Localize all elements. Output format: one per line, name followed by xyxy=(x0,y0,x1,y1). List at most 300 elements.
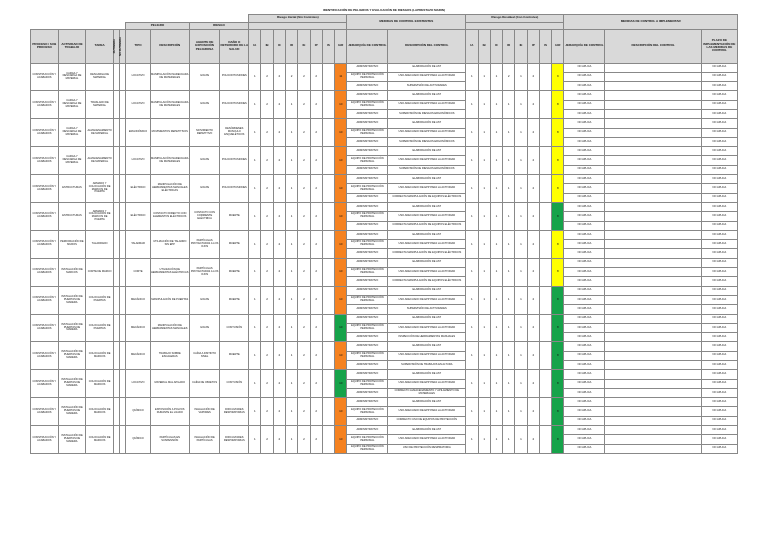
res-col-ie: IE xyxy=(515,29,527,63)
plazo-cell: NO APLICA xyxy=(701,444,737,453)
eval-col-ie: IE xyxy=(298,29,310,63)
residual-value-cell: 1 xyxy=(478,398,490,426)
plazo-cell: NO APLICA xyxy=(701,258,737,267)
residual-value-cell: 2 xyxy=(527,370,539,398)
implement-desc-cell xyxy=(605,184,701,193)
eval-value-cell: 1 xyxy=(286,398,298,426)
jerarquia-cell: EQUIPO DE PROTECCIÓN PERSONAL xyxy=(347,407,388,416)
residual-value-cell: 2 xyxy=(527,91,539,119)
residual-value-cell: 2 xyxy=(527,286,539,314)
residual-value-cell: 2 xyxy=(527,202,539,230)
jerarquia-cell: ADMINISTRATIVO xyxy=(347,165,388,174)
plazo-cell: NO APLICA xyxy=(701,286,737,295)
residual-value-cell: 1 xyxy=(478,91,490,119)
danio-cell: DIFICULTADES RESPIRATORIAS xyxy=(220,426,249,454)
eval-col-ip: IP xyxy=(310,29,322,63)
residual-value-cell: 1 xyxy=(515,398,527,426)
implement-jerarquia-cell: NO APLICA xyxy=(564,119,605,128)
rutinaria-header: RUTINARIA xyxy=(112,38,116,54)
eval-value-cell: 2 xyxy=(261,286,273,314)
residual-is-cell xyxy=(539,342,551,370)
residual-value-cell: 1 xyxy=(478,202,490,230)
residual-value-cell: 1 xyxy=(478,258,490,286)
implement-jerarquia-cell: NO APLICA xyxy=(564,63,605,72)
implement-desc-cell xyxy=(605,221,701,230)
descripcion-cell: MANIPULACIÓN INADECUADA DE MATERIALES xyxy=(150,147,189,175)
residual-value-cell: 1 xyxy=(503,258,515,286)
danio-cell: MUERTE xyxy=(220,202,249,230)
control-desc-cell: SUPERVISIÓN DE RIESGOS ERGONÓMICOS xyxy=(388,137,466,146)
table-row xyxy=(31,258,738,267)
iar-level-cell: 10 xyxy=(335,398,347,426)
residual-level-cell: 9 xyxy=(552,63,564,91)
implement-jerarquia-cell: NO APLICA xyxy=(564,268,605,277)
control-desc-cell: ELABORACIÓN DE AST xyxy=(388,91,466,100)
plazo-cell: NO APLICA xyxy=(701,221,737,230)
eval-is-cell xyxy=(322,63,334,91)
jerarquia-cell: ADMINISTRATIVO xyxy=(347,249,388,258)
danio-cell: POLICONTUSIONES xyxy=(220,147,249,175)
residual-value-cell: 2 xyxy=(527,119,539,147)
eval-value-cell: 1 xyxy=(249,370,261,398)
tarea-cell: COLOCACIÓN DE MARCOS xyxy=(86,342,114,370)
control-desc-cell: ELABORACIÓN DE AST xyxy=(388,258,466,267)
control-desc-cell: ELABORACIÓN DE AST xyxy=(388,119,466,128)
residual-value-cell: 2 xyxy=(527,314,539,342)
iar-level-cell: 10 xyxy=(335,258,347,286)
control-desc-cell: SUPERVISIÓN DE RIESGOS ERGONÓMICOS xyxy=(388,109,466,118)
implement-desc-cell xyxy=(605,258,701,267)
residual-value-cell: 1 xyxy=(466,426,478,454)
actividad-cell: CARGA Y DESCARGA DE MATERIAL xyxy=(58,63,86,91)
descripcion-cell: MANIPULACIÓN DE HERRAMIENTAS MANUALES xyxy=(150,314,189,342)
tipo-cell: LOCATIVO xyxy=(126,63,151,91)
actividad-cell: CARGA Y DESCARGA DE MATERIAL xyxy=(58,147,86,175)
plazo-cell: NO APLICA xyxy=(701,240,737,249)
eval-value-cell: 2 xyxy=(261,119,273,147)
tipo-cell: MECÁNICO xyxy=(126,286,151,314)
control-desc-cell: USO ADECUADO DE EPP PARA LA ACTIVIDAD xyxy=(388,323,466,332)
plazo-cell: NO APLICA xyxy=(701,91,737,100)
plazo-cell: NO APLICA xyxy=(701,202,737,211)
implement-jerarquia-cell: NO APLICA xyxy=(564,137,605,146)
eval-col-ic: IC xyxy=(273,29,285,63)
jerarquia-cell: EQUIPO DE PROTECCIÓN PERSONAL xyxy=(347,444,388,453)
eval-value-cell: 2 xyxy=(261,202,273,230)
proceso-cell: CONSTRUCCIÓN Y ACABADOS xyxy=(31,202,59,230)
actividad-cell: PERFORACIÓN DE MUROS xyxy=(58,230,86,258)
plazo-cell: NO APLICA xyxy=(701,333,737,342)
implement-desc-cell xyxy=(605,351,701,360)
descripcion-cell: CONTACTO DIRECTO CON ELEMENTOS ELÉCTRICOS xyxy=(150,202,189,230)
implement-jerarquia-cell: NO APLICA xyxy=(564,258,605,267)
eval-value-cell: 2 xyxy=(261,147,273,175)
residual-is-cell xyxy=(539,286,551,314)
residual-level-cell: 8 xyxy=(552,202,564,230)
plazo-cell: NO APLICA xyxy=(701,426,737,435)
residual-value-cell: 1 xyxy=(466,63,478,91)
residual-value-cell: 1 xyxy=(466,314,478,342)
eval-is-cell xyxy=(322,342,334,370)
eval-is-cell xyxy=(322,370,334,398)
riesgo-header: RIESGO xyxy=(189,22,248,29)
tarea-cell: CORTE DE MARCO xyxy=(86,258,114,286)
plazo-cell: NO APLICA xyxy=(701,137,737,146)
residual-eval-group: Riesgo Residual (Con Controles) xyxy=(466,14,564,22)
implement-desc-cell xyxy=(605,212,701,221)
eval-value-cell: 2 xyxy=(273,202,285,230)
plazo-cell: NO APLICA xyxy=(701,277,737,286)
residual-value-cell: 1 xyxy=(466,370,478,398)
implement-jerarquia-cell: NO APLICA xyxy=(564,156,605,165)
residual-value-cell: 1 xyxy=(490,119,502,147)
implement-desc-cell xyxy=(605,202,701,211)
control-desc-cell: CORRECTA MANIPULACIÓN DE EQUIPOS ELÉCTRICOS xyxy=(388,193,466,202)
residual-value-cell: 1 xyxy=(466,175,478,203)
actividad-cell: INSTALACIÓN DE PUERTAS DE MADERA xyxy=(58,342,86,370)
residual-value-cell: 1 xyxy=(490,342,502,370)
implement-jerarquia-cell: NO APLICA xyxy=(564,72,605,81)
residual-is-cell xyxy=(539,91,551,119)
plazo-cell: NO APLICA xyxy=(701,72,737,81)
eval-is-cell xyxy=(322,175,334,203)
eval-value-cell: 2 xyxy=(261,398,273,426)
control-desc-cell: USO DE PROTECCIÓN RESPIRATORIA xyxy=(388,444,466,453)
plazo-cell: NO APLICA xyxy=(701,128,737,137)
eval-value-cell: 1 xyxy=(249,258,261,286)
implement-jerarquia-cell: NO APLICA xyxy=(564,147,605,156)
residual-level-cell: 8 xyxy=(552,426,564,454)
residual-is-cell xyxy=(539,202,551,230)
eval-value-cell: 2 xyxy=(261,370,273,398)
descripcion-cell: MANIPULACIÓN INADECUADA DE MATERIALES xyxy=(150,91,189,119)
iar-level-cell: 10 xyxy=(335,426,347,454)
eval-value-cell: 1 xyxy=(249,202,261,230)
implement-desc-cell xyxy=(605,175,701,184)
jerarquia-cell: ADMINISTRATIVO xyxy=(347,63,388,72)
implement-desc-cell xyxy=(605,388,701,397)
iar-level-cell: 10 xyxy=(335,147,347,175)
eval-value-cell: 1 xyxy=(286,426,298,454)
actividad-cell: ESTRUCTURAS xyxy=(58,202,86,230)
eval-value-cell: 2 xyxy=(298,119,310,147)
actividad-header: ACTIVIDAD DE TRABAJO xyxy=(58,29,86,63)
plazo-cell: NO APLICA xyxy=(701,323,737,332)
iar-level-cell: 10 xyxy=(335,230,347,258)
residual-is-cell xyxy=(539,175,551,203)
jerarquia-cell: EQUIPO DE PROTECCIÓN PERSONAL xyxy=(347,212,388,221)
residual-level-cell: 8 xyxy=(552,175,564,203)
tipo-cell: TALADRAR xyxy=(126,230,151,258)
control-desc-cell: USO ADECUADO DE EPP PARA LA ACTIVIDAD xyxy=(388,156,466,165)
implement-jerarquia-cell: NO APLICA xyxy=(564,165,605,174)
residual-value-cell: 1 xyxy=(503,230,515,258)
proceso-cell: CONSTRUCCIÓN Y ACABADOS xyxy=(31,370,59,398)
eval-is-cell xyxy=(322,91,334,119)
eval-value-cell: 1 xyxy=(249,91,261,119)
actividad-cell: ESTRUCTURAS xyxy=(58,175,86,203)
residual-value-cell: 1 xyxy=(503,147,515,175)
implement-desc-cell xyxy=(605,91,701,100)
residual-value-cell: 2 xyxy=(503,63,515,91)
jerarquia-cell: ADMINISTRATIVO xyxy=(347,370,388,379)
implement-jerarquia-cell: NO APLICA xyxy=(564,277,605,286)
residual-value-cell: 1 xyxy=(515,342,527,370)
jerarquia-cell: ADMINISTRATIVO xyxy=(347,342,388,351)
iar-level-cell: 10 xyxy=(335,370,347,398)
proceso-cell: CONSTRUCCIÓN Y ACABADOS xyxy=(31,258,59,286)
residual-value-cell: 1 xyxy=(503,370,515,398)
plazo-cell: NO APLICA xyxy=(701,165,737,174)
eval-value-cell: 2 xyxy=(273,63,285,91)
residual-level-cell: 8 xyxy=(552,258,564,286)
eval-value-cell: 1 xyxy=(249,286,261,314)
eval-value-cell: 2 xyxy=(310,91,322,119)
residual-value-cell: 1 xyxy=(490,91,502,119)
eval-value-cell: 2 xyxy=(261,314,273,342)
eval-value-cell: 2 xyxy=(273,258,285,286)
control-desc-cell: SUPERVISIÓN DE RIESGOS ERGONÓMICOS xyxy=(388,165,466,174)
eval-value-cell: 2 xyxy=(273,370,285,398)
descripcion-cell: UTILIZACIÓN DE TALADRO SIN EPP xyxy=(150,230,189,258)
residual-value-cell: 1 xyxy=(490,258,502,286)
proceso-cell: CONSTRUCCIÓN Y ACABADOS xyxy=(31,342,59,370)
residual-value-cell: 1 xyxy=(490,370,502,398)
tarea-cell: DESCARGA DE MATERIAL xyxy=(86,63,114,91)
jerarquia-cell: EQUIPO DE PROTECCIÓN PERSONAL xyxy=(347,435,388,444)
plazo-cell: NO APLICA xyxy=(701,398,737,407)
plazo-cell: NO APLICA xyxy=(701,370,737,379)
control-desc-cell: CORRECTA MANIPULACIÓN DE EQUIPOS ELÉCTRICOS xyxy=(388,277,466,286)
residual-level-cell: 8 xyxy=(552,91,564,119)
agente-cell: GOLPE xyxy=(189,175,220,203)
residual-value-cell: 1 xyxy=(466,202,478,230)
plazo-cell: NO APLICA xyxy=(701,361,737,370)
actividad-cell: CARGA Y DESCARGA DE MATERIAL xyxy=(58,119,86,147)
eval-value-cell: 2 xyxy=(298,286,310,314)
residual-value-cell: 1 xyxy=(515,314,527,342)
residual-value-cell: 1 xyxy=(515,258,527,286)
eval-value-cell: 1 xyxy=(249,119,261,147)
residual-is-cell xyxy=(539,63,551,91)
residual-value-cell: 2 xyxy=(527,63,539,91)
implement-desc-cell xyxy=(605,193,701,202)
no-rutinaria-header: NO RUTINARIA xyxy=(119,36,123,56)
table-row xyxy=(31,230,738,239)
eval-value-cell: 2 xyxy=(310,230,322,258)
residual-value-cell: 2 xyxy=(527,147,539,175)
control-desc-cell: USO ADECUADO DE EPP PARA LA ACTIVIDAD xyxy=(388,268,466,277)
jerarquia-cell: ADMINISTRATIVO xyxy=(347,314,388,323)
implement-jerarquia-cell: NO APLICA xyxy=(564,416,605,425)
residual-value-cell: 1 xyxy=(478,63,490,91)
eval-value-cell: 1 xyxy=(286,230,298,258)
jerarquia-cell: ADMINISTRATIVO xyxy=(347,91,388,100)
implement-desc-cell xyxy=(605,100,701,109)
agente-cell: PARTÍCULAS PROYECTADAS A LOS OJOS xyxy=(189,230,220,258)
table-row xyxy=(31,342,738,351)
eval-is-cell xyxy=(322,398,334,426)
implement-jerarquia-cell: NO APLICA xyxy=(564,128,605,137)
eval-col-ib: IB xyxy=(261,29,273,63)
eval-value-cell: 2 xyxy=(310,342,322,370)
proceso-cell: CONSTRUCCIÓN Y ACABADOS xyxy=(31,426,59,454)
danio-cell: POLICONTUSIONES xyxy=(220,175,249,203)
descripcion-cell: MANIPULACIÓN INADECUADA DE MATERIALES xyxy=(150,63,189,91)
control-desc-cell: SUPERVISIÓN DE ACTIVIDADES xyxy=(388,82,466,91)
residual-value-cell: 1 xyxy=(466,258,478,286)
residual-level-cell: 8 xyxy=(552,314,564,342)
descripcion-cell: PARTÍCULAS EN SUSPENSIÓN xyxy=(150,426,189,454)
control-desc-cell: ELABORACIÓN DE AST xyxy=(388,398,466,407)
plazo-cell: NO APLICA xyxy=(701,351,737,360)
tarea-cell: COLOCACIÓN DE MARCOS xyxy=(86,426,114,454)
proceso-cell: CONSTRUCCIÓN Y ACABADOS xyxy=(31,175,59,203)
implement-jerarquia-cell: NO APLICA xyxy=(564,398,605,407)
proceso-cell: CONSTRUCCIÓN Y ACABADOS xyxy=(31,91,59,119)
residual-value-cell: 1 xyxy=(503,314,515,342)
jerarquia-cell: EQUIPO DE PROTECCIÓN PERSONAL xyxy=(347,184,388,193)
agente-cell: CONTACTO CON CORRIENTE ELÉCTRICA xyxy=(189,202,220,230)
agente-cell: CAÍDA A DISTINTO NIVEL xyxy=(189,342,220,370)
iar-level-cell: 10 xyxy=(335,314,347,342)
agente-cell: CAÍDA DE OBJETOS xyxy=(189,370,220,398)
eval-value-cell: 2 xyxy=(310,202,322,230)
plazo-cell: NO APLICA xyxy=(701,156,737,165)
jerarquia-cell: ADMINISTRATIVO xyxy=(347,175,388,184)
implement-jerarquia-cell: NO APLICA xyxy=(564,361,605,370)
plazo-cell: NO APLICA xyxy=(701,193,737,202)
control-desc-cell: ELABORACIÓN DE AST xyxy=(388,202,466,211)
residual-value-cell: 1 xyxy=(503,119,515,147)
implement-desc-cell xyxy=(605,128,701,137)
jerarquia-cell: ADMINISTRATIVO xyxy=(347,286,388,295)
risk-matrix-table xyxy=(30,8,738,454)
eval-value-cell: 2 xyxy=(261,63,273,91)
implement-desc-cell xyxy=(605,286,701,295)
eval-col-id: ID xyxy=(286,29,298,63)
control-desc-cell: CORRECTA MANIPULACIÓN DE EQUIPOS ELÉCTRICOS xyxy=(388,249,466,258)
residual-level-cell: 8 xyxy=(552,147,564,175)
jerarquia-cell: ADMINISTRATIVO xyxy=(347,333,388,342)
iar-level-cell: 10 xyxy=(335,91,347,119)
implement-desc-cell xyxy=(605,361,701,370)
tipo-cell: ELÉCTRICO xyxy=(126,175,151,203)
tipo-cell: ERGONÓMICO xyxy=(126,119,151,147)
residual-value-cell: 1 xyxy=(490,286,502,314)
implement-desc-cell xyxy=(605,63,701,72)
jerarquia-cell: EQUIPO DE PROTECCIÓN PERSONAL xyxy=(347,379,388,388)
residual-value-cell: 1 xyxy=(515,426,527,454)
danio-cell: MUERTE xyxy=(220,230,249,258)
implement-desc-cell xyxy=(605,444,701,453)
eval-value-cell: 2 xyxy=(310,258,322,286)
implement-jerarquia-cell: NO APLICA xyxy=(564,184,605,193)
residual-value-cell: 2 xyxy=(527,175,539,203)
control-desc-cell: USO ADECUADO DE EPP PARA LA ACTIVIDAD xyxy=(388,128,466,137)
residual-value-cell: 1 xyxy=(490,202,502,230)
danio-cell: MUERTE xyxy=(220,342,249,370)
eval-value-cell: 2 xyxy=(261,342,273,370)
control-desc-cell: INSPECCIÓN DE HERRAMIENTAS MANUALES xyxy=(388,333,466,342)
residual-value-cell: 1 xyxy=(466,119,478,147)
eval-value-cell: 2 xyxy=(298,63,310,91)
risk-matrix-sheet xyxy=(30,8,738,532)
eval-col-iar: IAR xyxy=(335,29,347,63)
plazo-cell: NO APLICA xyxy=(701,119,737,128)
residual-value-cell: 1 xyxy=(490,230,502,258)
actividad-cell: INSTALACIÓN DE PUERTAS DE MADERA xyxy=(58,314,86,342)
control-desc-cell: SUPERVISIÓN DE ACTIVIDADES xyxy=(388,305,466,314)
table-row xyxy=(31,63,738,72)
implement-desc-cell xyxy=(605,323,701,332)
jerarquia-cell: ADMINISTRATIVO xyxy=(347,277,388,286)
plazo-cell: NO APLICA xyxy=(701,295,737,304)
implement-jerarquia-cell: NO APLICA xyxy=(564,407,605,416)
implement-desc-cell xyxy=(605,240,701,249)
residual-value-cell: 1 xyxy=(478,370,490,398)
residual-is-cell xyxy=(539,370,551,398)
plazo-cell: NO APLICA xyxy=(701,212,737,221)
tarea-cell: ARMADO Y COLOCACIÓN DE MARCOS DE PUERTA xyxy=(86,202,114,230)
implement-desc-cell xyxy=(605,295,701,304)
eval-value-cell: 1 xyxy=(249,63,261,91)
table-row xyxy=(31,286,738,295)
danio-header: DAÑO O DETERIORO DE LA SALUD xyxy=(220,29,249,63)
tarea-cell: ARMADO Y COLOCACIÓN DE MARCOS DE PUERTA xyxy=(86,175,114,203)
control-desc-cell: ELABORACIÓN DE AST xyxy=(388,147,466,156)
residual-value-cell: 1 xyxy=(478,426,490,454)
jerarquia-cell: EQUIPO DE PROTECCIÓN PERSONAL xyxy=(347,240,388,249)
jerarquia-cell: EQUIPO DE PROTECCIÓN PERSONAL xyxy=(347,268,388,277)
agente-cell: GOLPE xyxy=(189,314,220,342)
res-col-id: ID xyxy=(503,29,515,63)
residual-value-cell: 1 xyxy=(478,314,490,342)
res-col-is: IS xyxy=(539,29,551,63)
residual-value-cell: 1 xyxy=(466,147,478,175)
eval-value-cell: 2 xyxy=(310,147,322,175)
eval-value-cell: 2 xyxy=(298,398,310,426)
tarea-cell: COLOCACIÓN DE PUERTAS xyxy=(86,286,114,314)
eval-value-cell: 1 xyxy=(249,230,261,258)
implement-jerarquia-cell: NO APLICA xyxy=(564,212,605,221)
eval-is-cell xyxy=(322,147,334,175)
residual-value-cell: 1 xyxy=(515,91,527,119)
implement-desc-cell xyxy=(605,305,701,314)
implement-desc-cell xyxy=(605,277,701,286)
danio-cell: MUERTE xyxy=(220,258,249,286)
eval-value-cell: 1 xyxy=(249,147,261,175)
iar-level-cell: 11 xyxy=(335,63,347,91)
jerarquia-cell: ADMINISTRATIVO xyxy=(347,221,388,230)
jerarquia-header: JERARQUÍA DE CONTROL xyxy=(347,29,388,63)
plazo-cell: NO APLICA xyxy=(701,268,737,277)
agente-cell: MOVIMIENTO REPETITIVO xyxy=(189,119,220,147)
residual-is-cell xyxy=(539,258,551,286)
implement-jerarquia-cell: NO APLICA xyxy=(564,323,605,332)
residual-value-cell: 1 xyxy=(515,230,527,258)
jerarquia-cell: ADMINISTRATIVO xyxy=(347,398,388,407)
implement-jerarquia-cell: NO APLICA xyxy=(564,91,605,100)
plazo-cell: NO APLICA xyxy=(701,63,737,72)
proceso-cell: CONSTRUCCIÓN Y ACABADOS xyxy=(31,286,59,314)
residual-value-cell: 1 xyxy=(478,286,490,314)
plazo-cell: NO APLICA xyxy=(701,230,737,239)
jerarquia-cell: ADMINISTRATIVO xyxy=(347,137,388,146)
eval-value-cell: 1 xyxy=(286,119,298,147)
eval-value-cell: 2 xyxy=(298,147,310,175)
tipo-cell: CORTE xyxy=(126,258,151,286)
